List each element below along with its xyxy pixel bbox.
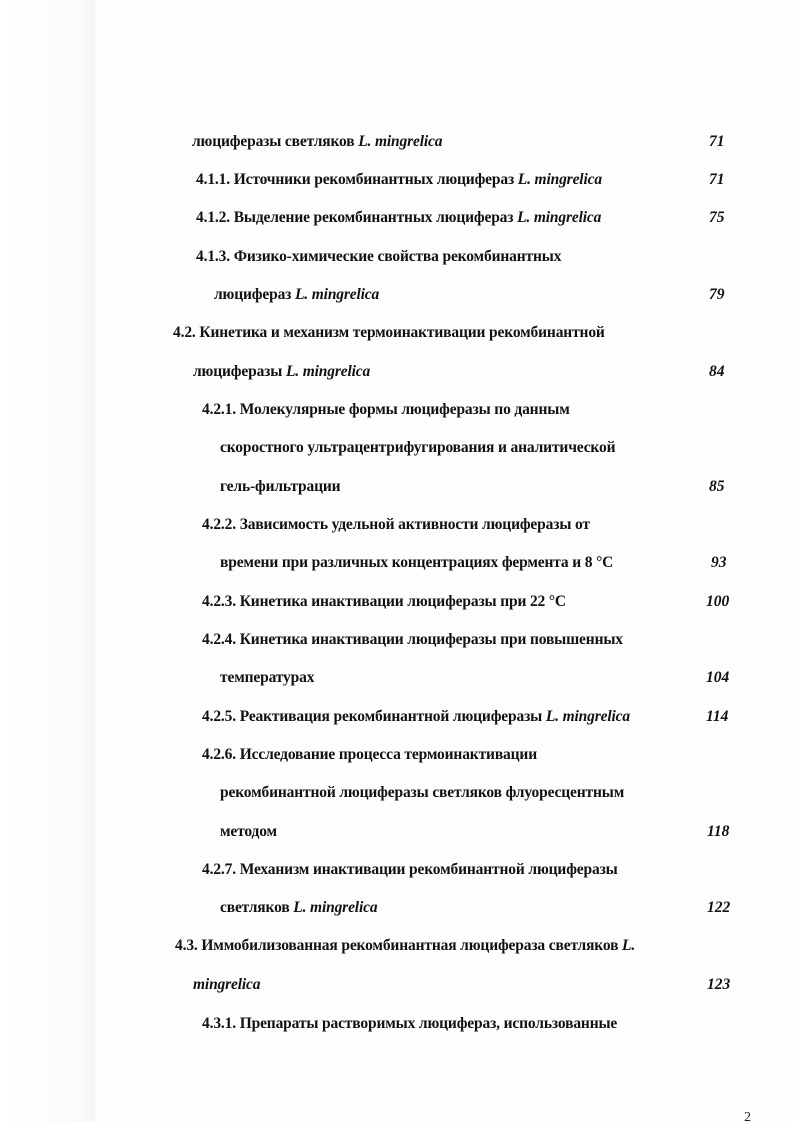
toc-page-number: 84 <box>709 363 725 380</box>
toc-entry: 4.2.3. Кинетика инактивации люциферазы при 22 °С <box>202 593 566 610</box>
toc-page-number: 79 <box>709 286 725 303</box>
toc-entry: времени при различных концентрациях фермента и 8 °С <box>220 554 614 571</box>
toc-entry: mingrelica <box>193 976 261 993</box>
scan-edge <box>0 0 95 1122</box>
toc-entry: 4.3. Иммобилизованная рекомбинантная люцифераза светляков L. <box>175 937 636 954</box>
toc-entry: светляков L. mingrelica <box>220 899 378 916</box>
toc-entry: люциферазы L. mingrelica <box>193 363 371 380</box>
toc-entry: рекомбинантной люциферазы светляков флуоресцентным <box>220 784 625 801</box>
toc-entry: люцифераз L. mingrelica <box>214 286 380 303</box>
toc-entry: 4.2.5. Реактивация рекомбинантной люциферазы L. mingrelica <box>202 708 630 725</box>
toc-page-number: 85 <box>709 478 725 495</box>
toc-entry: гель-фильтрации <box>220 478 341 495</box>
toc-entry: 4.1.3. Физико-химические свойства рекомбинантных <box>196 248 562 265</box>
toc-entry: 4.2.6. Исследование процесса термоинактивации <box>202 746 537 763</box>
toc-entry: 4.2.1. Молекулярные формы люциферазы по данным <box>202 401 570 418</box>
toc-entry: 4.2.2. Зависимость удельной активности люциферазы от <box>202 516 590 533</box>
toc-entry: 4.3.1. Препараты растворимых люцифераз, использованные <box>202 1015 618 1032</box>
toc-page-number: 123 <box>707 976 731 993</box>
toc-page-number: 118 <box>707 823 730 840</box>
toc-page-number: 104 <box>706 669 730 686</box>
toc-page-number: 71 <box>709 171 725 188</box>
toc-entry: температурах <box>220 669 315 686</box>
toc-entry: скоростного ультрацентрифугирования и аналитической <box>220 439 616 456</box>
toc-page-number: 75 <box>709 209 725 226</box>
toc-entry: 4.2. Кинетика и механизм термоинактивации рекомбинантной <box>173 324 605 341</box>
toc-entry: 4.1.1. Источники рекомбинантных люцифераз L. mingrelica <box>196 171 602 188</box>
toc-entry: люциферазы светляков L. mingrelica <box>192 133 443 150</box>
toc-entry: 4.1.2. Выделение рекомбинантных люцифераз L. mingrelica <box>196 209 602 226</box>
toc-page-number: 71 <box>709 133 725 150</box>
toc-entry: 4.2.7. Механизм инактивации рекомбинантной люциферазы <box>202 861 618 878</box>
page-number: 2 <box>744 1110 751 1125</box>
toc-entry: методом <box>220 823 277 840</box>
toc-page-number: 122 <box>707 899 731 916</box>
toc-page-number: 114 <box>706 708 729 725</box>
toc-page-number: 93 <box>711 554 727 571</box>
toc-page-number: 100 <box>706 593 730 610</box>
toc-entry: 4.2.4. Кинетика инактивации люциферазы при повышенных <box>202 631 623 648</box>
